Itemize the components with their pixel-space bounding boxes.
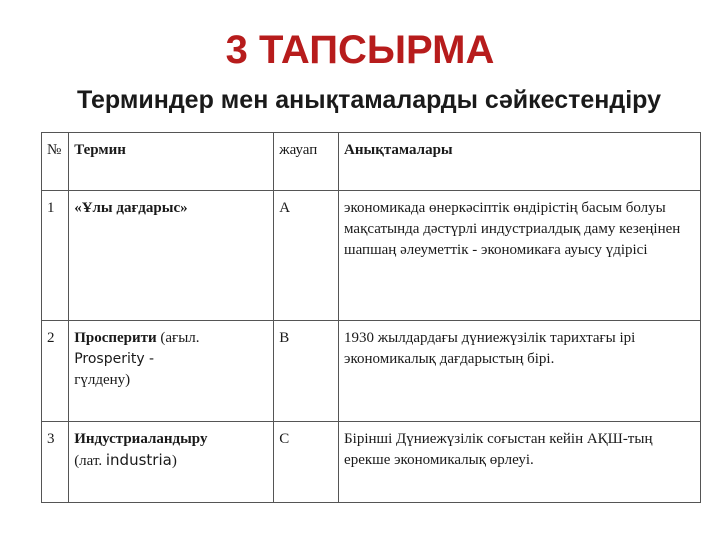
answer-cell: С — [274, 422, 339, 503]
term-cell — [69, 422, 274, 503]
slide-subtitle: Терминдер мен анықтамаларды сәйкестендіру — [76, 86, 662, 114]
header-definitions: Анықтамалары — [339, 133, 701, 191]
slide-title: 3 ТАПСЫРМА — [225, 28, 495, 72]
term-note-open: (лат. — [74, 453, 103, 469]
table-row — [42, 321, 701, 422]
header-number: № — [42, 133, 69, 191]
table-header-row — [42, 133, 701, 191]
term-foreign: Prosperity - — [74, 351, 155, 367]
table-row — [42, 191, 701, 321]
term-foreign: industria — [105, 451, 172, 469]
term-cell — [69, 321, 274, 422]
table-row — [42, 422, 701, 503]
term-cell: «Ұлы дағдарыс» — [69, 191, 274, 321]
header-answer: жауап — [274, 133, 339, 191]
term-note-close: ) — [171, 453, 177, 469]
definition-cell: Бірінші Дүниежүзілік соғыстан кейін АҚШ-тың ерекше экономикалық өрлеуі. — [339, 422, 701, 503]
term-main: Просперити — [74, 330, 157, 346]
term-note-open: (ағыл. — [156, 330, 200, 346]
row-number: 1 — [42, 191, 69, 321]
definition-cell: экономикада өнеркәсіптік өндірістің басым болуы мақсатында дәстүрлі индустриалдық даму кезеңінен шапшаң әлеуметтік - экономикаға ауысу үдірісі — [339, 191, 701, 321]
answer-cell: В — [274, 321, 339, 422]
term-note-close: гүлдену) — [74, 372, 131, 388]
row-number: 2 — [42, 321, 69, 422]
matching-table — [41, 132, 701, 503]
term-main: Индустриаландыру — [74, 431, 208, 447]
answer-cell: А — [274, 191, 339, 321]
row-number: 3 — [42, 422, 69, 503]
definition-cell: 1930 жылдардағы дүниежүзілік тарихтағы ірі экономикалық дағдарыстың бірі. — [339, 321, 701, 422]
header-term: Термин — [69, 133, 274, 191]
